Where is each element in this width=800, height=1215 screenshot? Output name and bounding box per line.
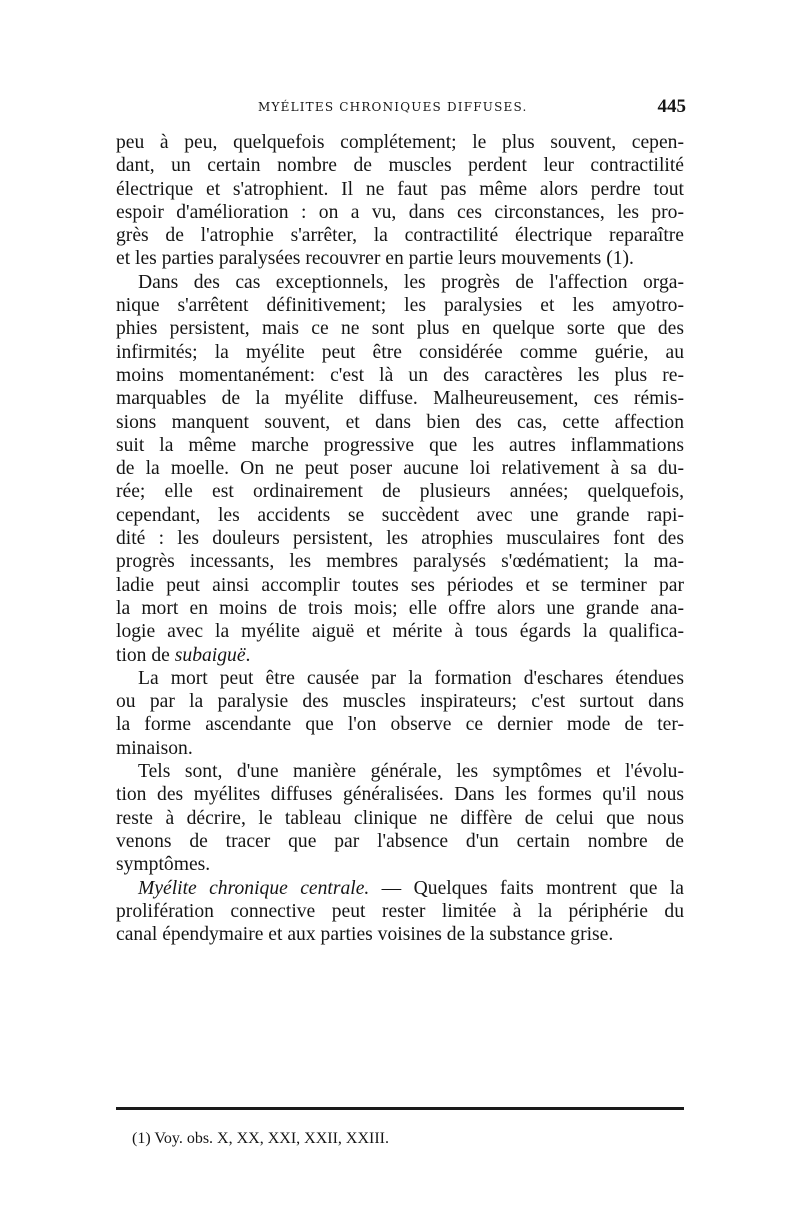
text-line: la mort en moins de trois mois; elle offre alors une grande ana- — [116, 597, 684, 619]
text-line: progrès incessants, les membres paralysés s'œdématient; la ma- — [116, 551, 684, 573]
text-line: marquables de la myélite diffuse. Malheureusement, ces rémis- — [116, 388, 684, 410]
text-line: nique s'arrêtent définitivement; les paralysies et les amyotro- — [116, 295, 684, 317]
page-number: 445 — [657, 96, 686, 117]
text-line: électrique et s'atrophient. Il ne faut pas même alors perdre tout — [116, 178, 684, 200]
text-line: logie avec la myélite aiguë et mérite à tous égards la qualifica- — [116, 621, 684, 643]
text-line: dité : les douleurs persistent, les atrophies musculaires font des — [116, 528, 684, 550]
text-line: reste à décrire, le tableau clinique ne diffère de celui que nous — [116, 807, 684, 829]
body-text — [116, 131, 684, 946]
paragraph — [116, 877, 684, 947]
text-line: rée; elle est ordinairement de plusieurs années; quelquefois, — [116, 481, 684, 503]
page-header — [118, 96, 686, 120]
text-line: La mort peut être causée par la formation d'eschares étendues — [138, 667, 684, 689]
text-line: cependant, les accidents se succèdent avec une grande rapi- — [116, 504, 684, 526]
running-title: MYÉLITES CHRONIQUES DIFFUSES. — [258, 100, 528, 114]
paragraph — [116, 760, 684, 876]
paragraph — [116, 667, 684, 760]
text-line: prolifération connective peut rester limitée à la périphérie du — [116, 900, 684, 922]
text-line: suit la même marche progressive que les autres inflammations — [116, 434, 684, 456]
footnote: (1) Voy. obs. X, XX, XXI, XXII, XXIII. — [132, 1130, 390, 1147]
text-line: phies persistent, mais ce ne sont plus en quelque sorte que des — [116, 318, 684, 340]
text-line: de la moelle. On ne peut poser aucune loi relativement à sa du- — [116, 458, 684, 480]
text-line: tion des myélites diffuses généralisées. Dans les formes qu'il nous — [116, 784, 684, 806]
footnote-rule — [116, 1107, 684, 1110]
paragraph — [116, 271, 684, 667]
text-line: ladie peut ainsi accomplir toutes ses périodes et se terminer par — [116, 574, 684, 596]
text-line: Myélite chronique centrale. — Quelques faits montrent que la — [138, 877, 684, 899]
text-line: espoir d'amélioration : on a vu, dans ces circonstances, les pro- — [116, 201, 684, 223]
text-line: venons de tracer que par l'absence d'un certain nombre de — [116, 830, 684, 852]
text-line: peu à peu, quelquefois complétement; le plus souvent, cepen- — [116, 132, 684, 153]
text-line: symptômes. — [116, 854, 211, 876]
italic-text: Myélite chronique centrale. — [138, 877, 370, 899]
text-line: moins momentanément: c'est là un des caractères les plus re- — [116, 364, 684, 386]
text-line: canal épendymaire et aux parties voisines de la substance grise. — [116, 924, 614, 946]
text-line: et les parties paralysées recouvrer en partie leurs mouvements (1). — [116, 248, 634, 270]
text-line: la forme ascendante que l'on observe ce dernier mode de ter- — [116, 714, 684, 736]
paragraph — [116, 131, 684, 271]
text-line: ou par la paralysie des muscles inspirateurs; c'est surtout dans — [116, 691, 684, 713]
italic-text: subaiguë — [174, 644, 246, 666]
text-line: Tels sont, d'une manière générale, les symptômes et l'évolu- — [138, 761, 684, 783]
text-line: infirmités; la myélite peut être considérée comme guérie, au — [116, 341, 684, 363]
text-line: minaison. — [116, 737, 193, 759]
text-line: grès de l'atrophie s'arrêter, la contractilité électrique reparaître — [116, 225, 684, 247]
text-line: tion de subaiguë. — [116, 644, 251, 666]
text-line: dant, un certain nombre de muscles perdent leur contractilité — [116, 155, 684, 177]
text-line: Dans des cas exceptionnels, les progrès de l'affection orga- — [138, 271, 684, 293]
text-line: sions manquent souvent, et dans bien des cas, cette affection — [116, 411, 684, 433]
